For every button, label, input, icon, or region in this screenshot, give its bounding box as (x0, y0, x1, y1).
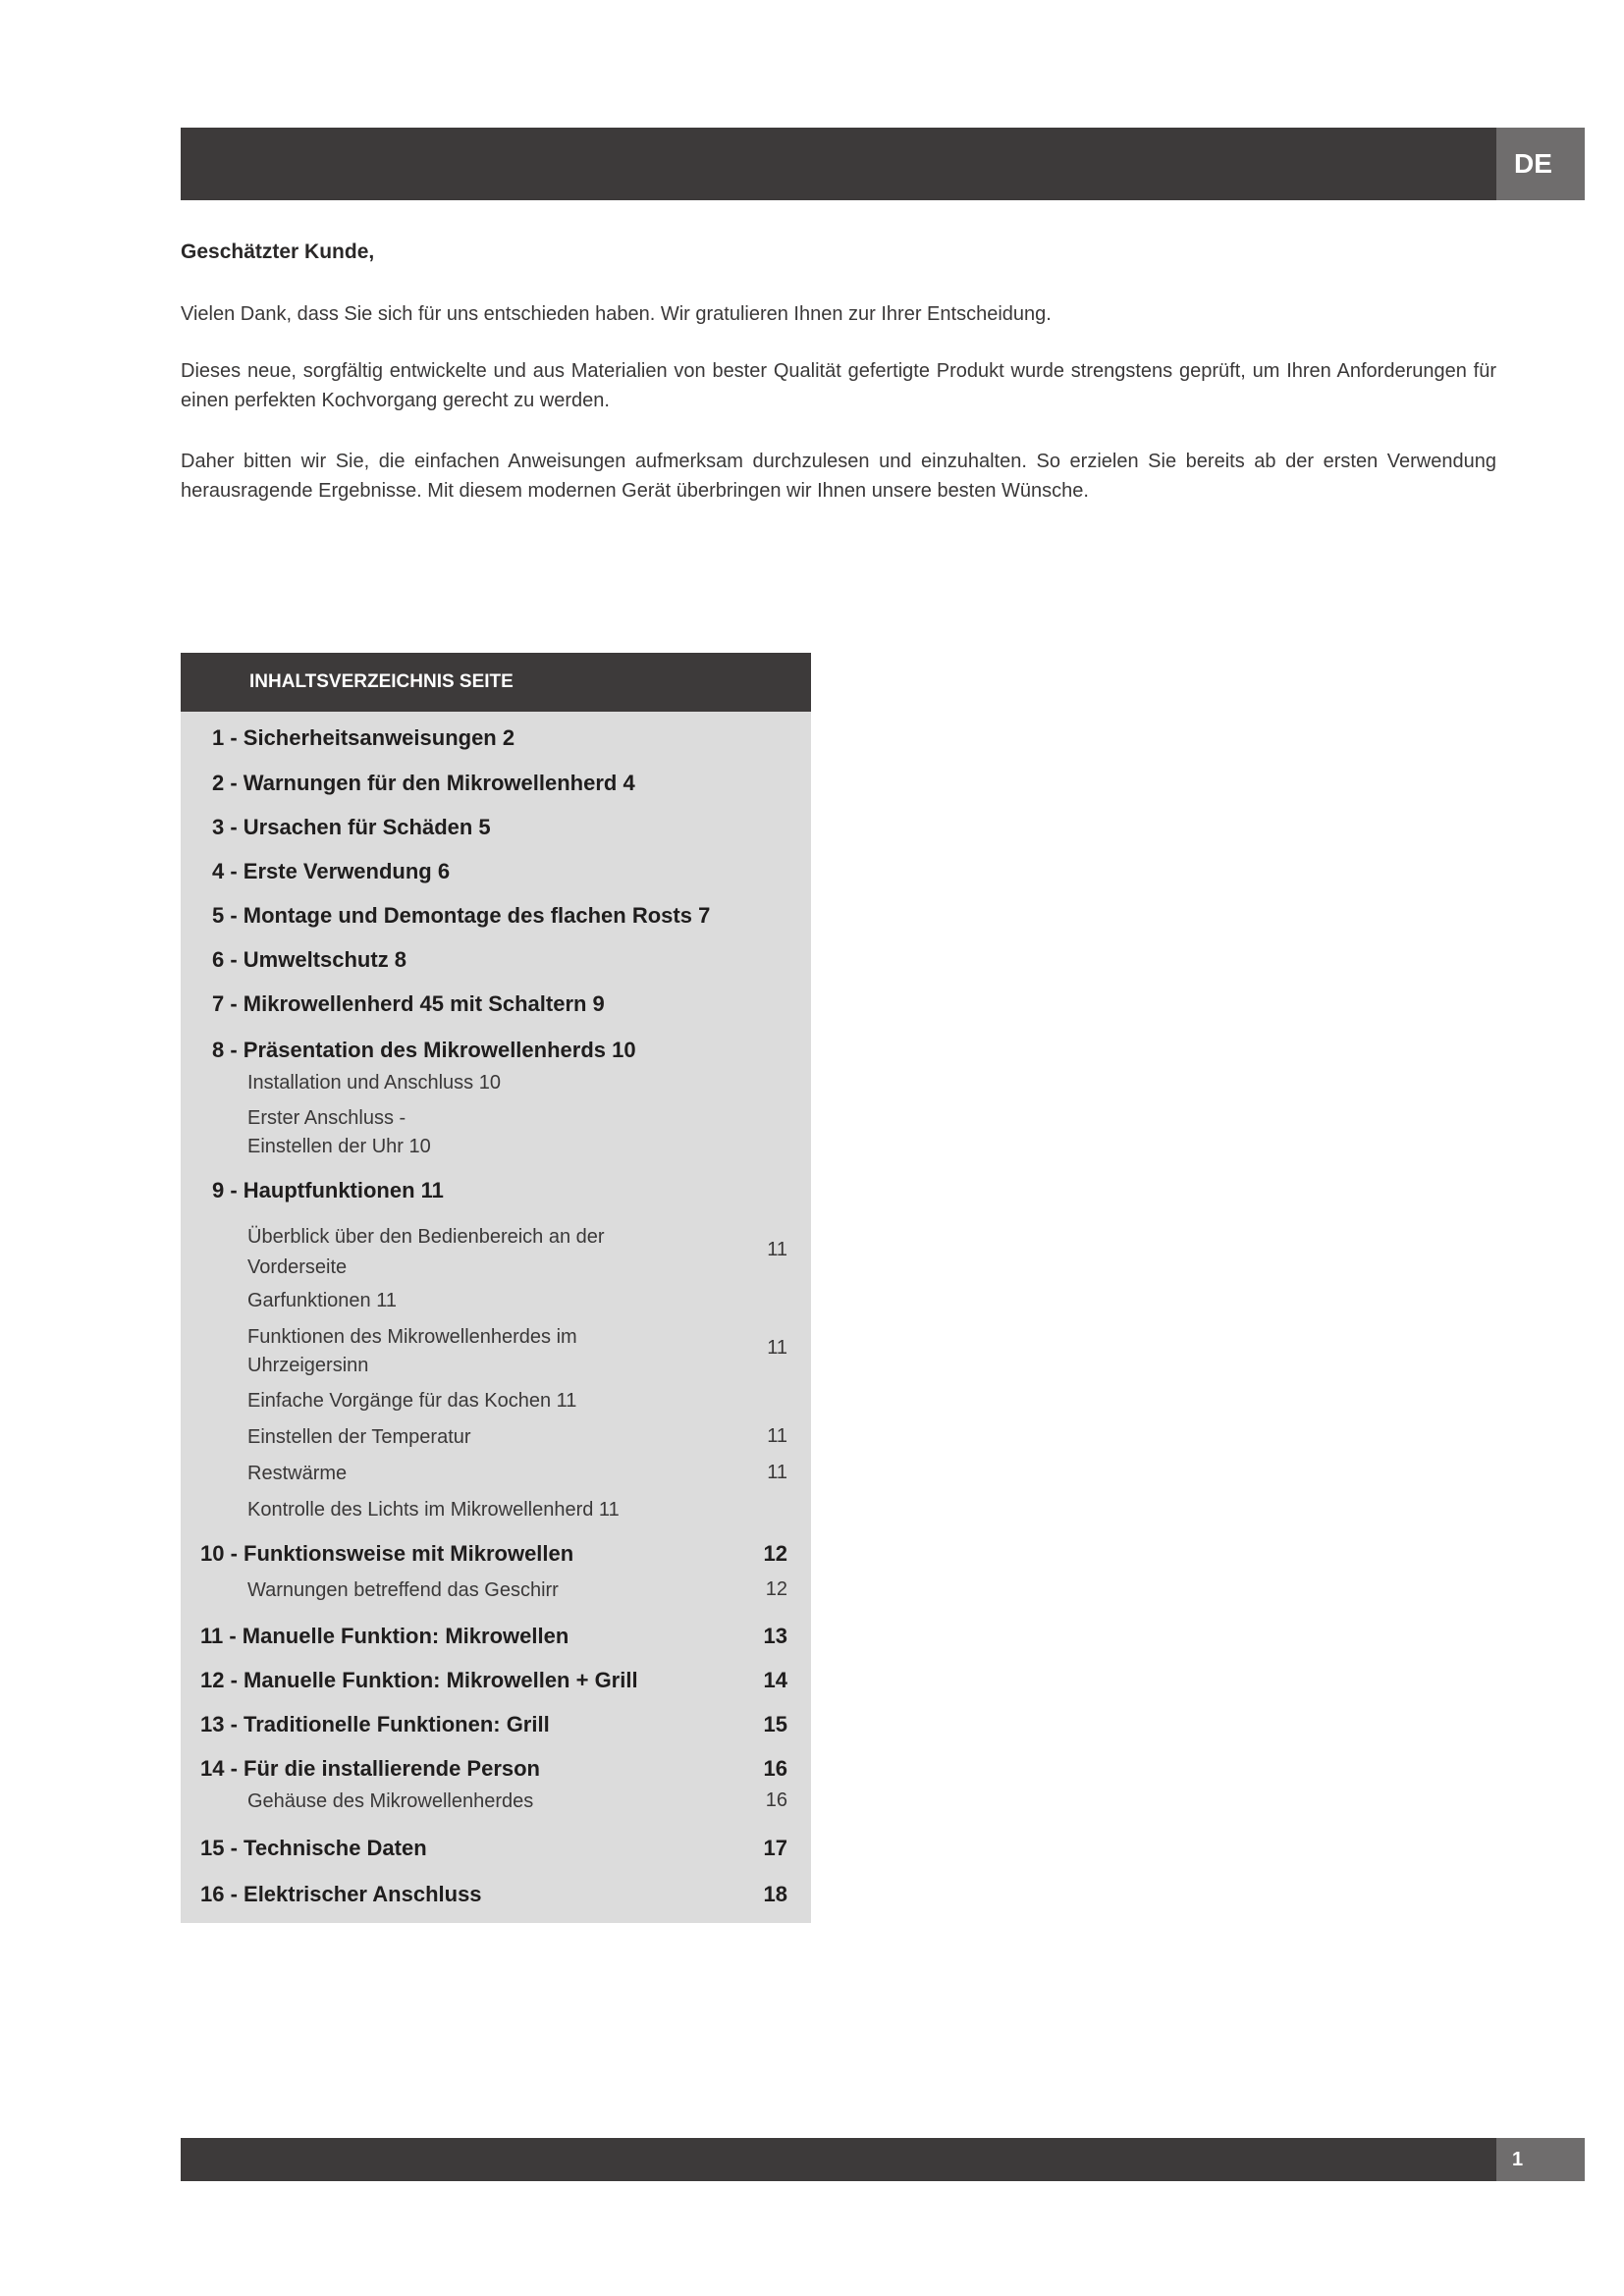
toc-page-16: 18 (763, 1882, 787, 1906)
toc-page-12: 14 (763, 1668, 787, 1692)
toc-subentry-10a[interactable]: Warnungen betreffend das Geschirr (247, 1579, 559, 1601)
toc-entry-10[interactable]: 10 - Funktionsweise mit Mikrowellen (200, 1541, 574, 1566)
toc-subentry-9a-line2[interactable]: Vorderseite (247, 1256, 348, 1278)
toc-subentry-9f[interactable]: Restwärme (247, 1463, 348, 1484)
page-number: 1 (1496, 2138, 1585, 2181)
toc-subentry-9a-line1[interactable]: Überblick über den Bedienbereich an der (247, 1226, 605, 1248)
toc-subentry-9c-line2[interactable]: Uhrzeigersinn (247, 1355, 369, 1376)
toc-entry-13[interactable]: 13 - Traditionelle Funktionen: Grill (200, 1712, 550, 1736)
toc-entry-6[interactable]: 6 - Umweltschutz 8 (212, 947, 407, 972)
intro-paragraph-3: Daher bitten wir Sie, die einfachen Anweisungen aufmerksam durchzulesen und einzuhalten. So erzielen Sie bereits ab der ersten Verwendung herausragende Ergebnisse. Mit diesem modernen Gerät überbringen wir Ihnen unsere besten Wünsche. (181, 451, 1496, 502)
toc-entry-8[interactable]: 8 - Präsentation des Mikrowellenherds 10 (212, 1038, 636, 1062)
toc-page-9f: 11 (767, 1462, 787, 1483)
toc-page-9c: 11 (767, 1337, 787, 1359)
toc-subentry-9d[interactable]: Einfache Vorgänge für das Kochen 11 (247, 1390, 577, 1412)
toc-subentry-14a[interactable]: Gehäuse des Mikrowellenherdes (247, 1790, 534, 1812)
toc-entry-16[interactable]: 16 - Elektrischer Anschluss (200, 1882, 482, 1906)
toc-title: INHALTSVERZEICHNIS SEITE (181, 653, 811, 712)
table-of-contents (181, 653, 811, 1923)
toc-entry-4[interactable]: 4 - Erste Verwendung 6 (212, 859, 451, 883)
toc-entry-7[interactable]: 7 - Mikrowellenherd 45 mit Schaltern 9 (212, 991, 605, 1016)
toc-subentry-8a[interactable]: Installation und Anschluss 10 (247, 1072, 501, 1094)
toc-page-15: 17 (763, 1836, 787, 1860)
toc-entry-15[interactable]: 15 - Technische Daten (200, 1836, 427, 1860)
toc-page-14a: 16 (765, 1789, 787, 1811)
toc-entry-1[interactable]: 1 - Sicherheitsanweisungen 2 (212, 725, 515, 750)
toc-page-9a: 11 (767, 1239, 787, 1260)
intro-paragraph-2: Dieses neue, sorgfältig entwickelte und aus Materialien von bester Qualität gefertigte Produkt wurde strengstens geprüft, um Ihren Anforderungen für einen perfekten Kochvorgang gerecht zu werden. (181, 360, 1496, 411)
toc-entry-5[interactable]: 5 - Montage und Demontage des flachen Rosts 7 (212, 903, 711, 928)
toc-page-10a: 12 (765, 1578, 787, 1600)
toc-page-10: 12 (763, 1541, 787, 1566)
toc-entry-11[interactable]: 11 - Manuelle Funktion: Mikrowellen (200, 1624, 569, 1648)
toc-entry-12[interactable]: 12 - Manuelle Funktion: Mikrowellen + Grill (200, 1668, 638, 1692)
footer-bar (181, 2138, 1496, 2181)
toc-page-11: 13 (763, 1624, 787, 1648)
toc-page-13: 15 (763, 1712, 787, 1736)
toc-entry-2[interactable]: 2 - Warnungen für den Mikrowellenherd 4 (212, 771, 635, 795)
header-bar (181, 128, 1496, 200)
toc-page-14: 16 (763, 1756, 787, 1781)
toc-entry-3[interactable]: 3 - Ursachen für Schäden 5 (212, 815, 491, 839)
toc-entry-14[interactable]: 14 - Für die installierende Person (200, 1756, 540, 1781)
toc-subentry-9g[interactable]: Kontrolle des Lichts im Mikrowellenherd 11 (247, 1499, 620, 1521)
toc-subentry-9e[interactable]: Einstellen der Temperatur (247, 1426, 471, 1448)
toc-subentry-9b[interactable]: Garfunktionen 11 (247, 1290, 397, 1311)
toc-page-9e: 11 (767, 1425, 787, 1447)
language-badge: DE (1496, 128, 1585, 200)
toc-subentry-9c-line1[interactable]: Funktionen des Mikrowellenherdes im (247, 1326, 577, 1348)
toc-subentry-8b-line1[interactable]: Erster Anschluss - (247, 1107, 406, 1129)
greeting: Geschätzter Kunde, (181, 240, 375, 263)
intro-paragraph-1: Vielen Dank, dass Sie sich für uns entschieden haben. Wir gratulieren Ihnen zur Ihrer Entscheidung. (181, 303, 1052, 325)
toc-subentry-8b-line2[interactable]: Einstellen der Uhr 10 (247, 1136, 431, 1157)
toc-entry-9[interactable]: 9 - Hauptfunktionen 11 (212, 1178, 444, 1202)
